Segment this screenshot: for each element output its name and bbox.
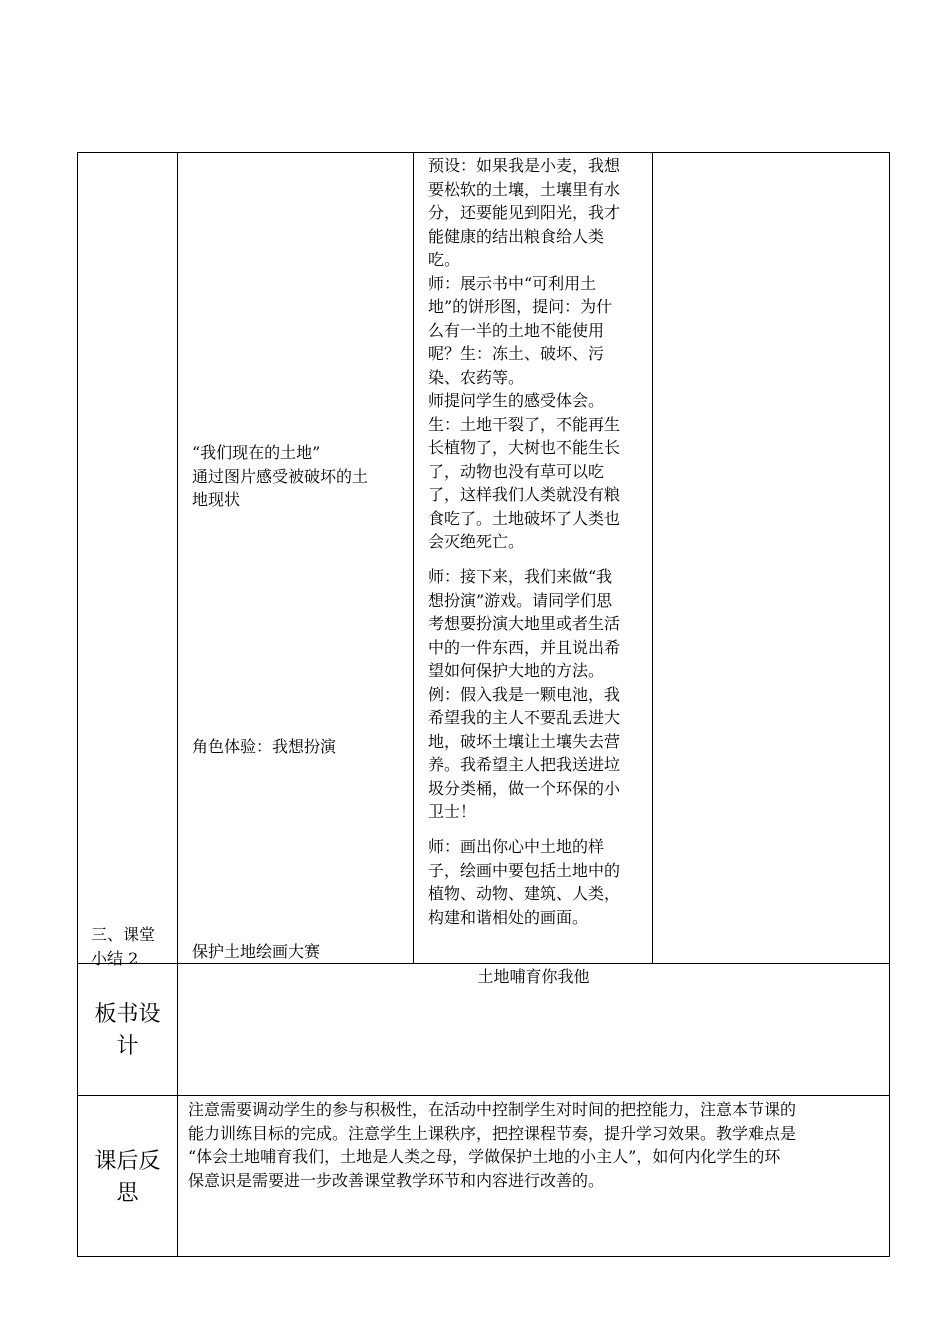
activity-current-land-line2: 通过图片感受被破坏的土	[192, 466, 369, 486]
board-design-content: 土地哺育你我他	[477, 967, 590, 986]
dialogue-column-divider	[652, 152, 653, 964]
stage-label-line2: 小结 2	[91, 948, 139, 968]
activity-drawing-contest: 保护土地绘画大赛	[192, 942, 321, 961]
stage-label	[91, 923, 175, 970]
board-design-label-line2: 计	[116, 1034, 139, 1059]
table-top-border	[77, 152, 890, 153]
label-column-divider	[177, 152, 178, 1257]
board-design-label-line1: 板书设	[94, 1002, 161, 1027]
activity-current-land-line3: 地现状	[192, 490, 241, 509]
activity-current-land-title: “我们现在的土地”	[192, 443, 321, 462]
stage-label-line1: 三、课堂	[91, 925, 156, 944]
activity-column-divider	[413, 152, 414, 964]
activity-role-play: 角色体验：我想扮演	[192, 737, 337, 756]
dialogue-block-3: 师：画出你心中土地的样 子，绘画中要包括土地中的 植物、动物、建筑、人类， 构建和谐相处的画面。	[428, 837, 621, 927]
activity-current-land	[192, 441, 407, 512]
reflection-label-line2: 思	[116, 1181, 139, 1206]
reflection-line-1: 注意需要调动学生的参与积极性，在活动中控制学生对时间的把控能力，注意本节课的	[188, 1100, 797, 1119]
reflection-line-3: “体会土地哺育我们，土地是人类之母，学做保护土地的小主人”，如何内化学生的环	[188, 1147, 781, 1166]
table-bottom-border	[77, 1256, 890, 1257]
reflection-label-line1: 课后反	[94, 1149, 161, 1174]
dialogue-block-2: 师：接下来，我们来做“我 想扮演”游戏。请同学们思 考想要扮演大地里或者生活 中的一件东西，并且说出希 望如何保护大地的方法。 例：假入我是一颗电池，我 希望我的主人不要乱丢进大 地，破坏土壤让土壤失去营 养。我希望主人把我送进垃 圾分类桶，做一个环保的小 卫士！	[428, 567, 621, 821]
table-right-border	[889, 152, 890, 1257]
dialogue-block-1: 预设：如果我是小麦，我想 要松软的土壤，土壤里有水 分，还要能见到阳光，我才 能健康的结出粮食给人类 吃。 师：展示书中“可利用土 地”的饼形图，提问：为什 么有一半的土地不能使用 呢？生：冻土、破坏、污 染、农药等。 师提问学生的感受体会。 生：土地干裂了，不能再生 长植物了，大树也不能生长 了，动物也没有草可以吃 了，这样我们人类就没有粮 食吃了。土地破坏了人类也 会灭绝死亡。	[428, 156, 621, 551]
reflection-line-4: 保意识是需要进一步改善课堂教学环节和内容进行改善的。	[188, 1170, 605, 1190]
row-divider-2	[77, 1095, 890, 1096]
board-design-label	[78, 999, 177, 1063]
reflection-content	[188, 1098, 888, 1192]
reflection-label	[78, 1146, 177, 1210]
table-left-border	[77, 152, 78, 1257]
reflection-line-2: 能力训练目标的完成。注意学生上课秩序，把控课程节奏，提升学习效果。教学难点是	[188, 1123, 797, 1143]
